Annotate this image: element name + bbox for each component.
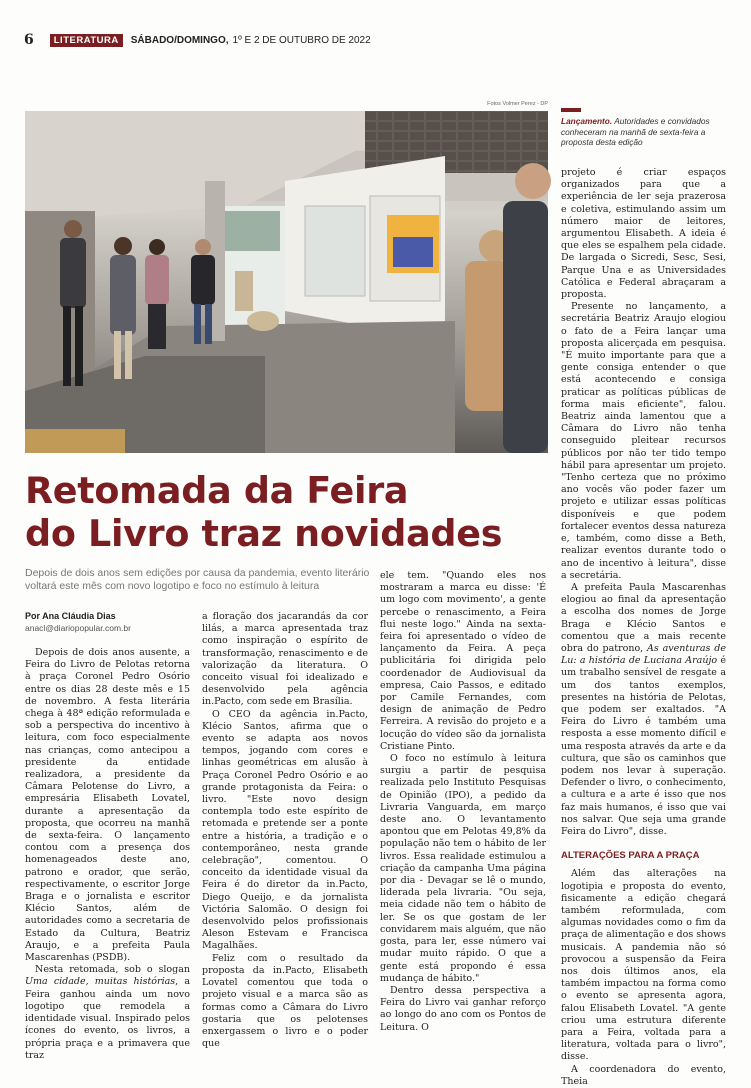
issue-day: SÁBADO/DOMINGO, [130,34,229,46]
paragraph: projeto é criar espaços organizados para que a experiência de ler seja prazerosa e coletiva, estimulando assim um número maior de leitores, argumentou Elisabeth. A ideia é que eles se espalhem pela cidade. De largada o Sicredi, Sesc, Sesi, Parque Una e as Universidades Católica e Federal abraçaram a proposta. [561,167,726,301]
decoration [247,311,279,331]
section-label: LITERATURA [50,34,123,47]
paragraph: A prefeita Paula Mascarenhas elogiou ao final da apresentação a escolha dos nomes de Jorge Braga e Klécio Santos e comentou que a mais recente obra do patrono, As aventuras de Lu: a história de Luciana Araújo é um trabalho sensível de resgate a um dos tantos exemplos, presentes na história de Pelotas, que podem ser exaltados. "A Feira do Livro é também uma resposta a esse momento difícil e uma resposta através da arte e da cultura, que são os caminhos que podem nos levar à superação. Defender o livro, o conhecimento, a cultura e a arte é isso que nos faz mais humanos, é isso que vai nos salvar. Que seja uma grande Feira do Livro", disse. [561,581,726,837]
glass-panel [305,206,365,296]
paragraph: Presente no lançamento, a secretária Beatriz Araujo elogiou o fato de a Feira lançar uma proposta alicerçada em pesquisa. "É muito importante para que a gente consiga entender o que está acontecendo e consiga praticar as políticas públicas de forma mais eficiente", falou. Beatriz ainda lamentou que a Câmara do Livro não tenha conseguido pleitear recursos públicos por não ter tido tempo hábil para apresentar um projeto. "Tenho certeza que no próximo ano vocês vão poder fazer um projeto e utilizar essas políticas disponíveis e que podem fortalecer eventos dessa natureza e, também, como disse a Beth, realizar eventos durante todo o ano de incentivo à leitura", disse a secretária. [561,301,726,581]
paragraph: Além das alterações na logotipia e proposta do evento, fisicamente a edição chegará também reformulada, com algumas novidades como o fim da praça de alimentação e dos shows musicais. A pandemia não só provocou a suspensão da Feira nos dois últimos anos, ela também impactou na forma como o evento se apresenta agora, falou Elisabeth Lovatel. "A gente criou uma estrutura diferente para a Feira, voltada para a literatura, voltada para o livro", disse. [561,868,726,1063]
event-photo [25,111,548,453]
article-column-2 [202,611,368,1050]
photo-caption [561,116,723,148]
headline-line-2: do Livro traz novidades [25,512,503,555]
issue-date: 1º E 2 DE OUTUBRO DE 2022 [232,34,371,46]
paragraph: Dentro dessa perspectiva a Feira do Livro vai ganhar reforço ao longo do ano com os Pontos de Leitura. O [380,984,546,1033]
slogan: Uma cidade, muitas histórias [25,976,176,988]
headline-line-1: Retomada da Feira [25,469,409,512]
article-column-4 [561,167,726,1087]
article-column-1 [25,647,190,1061]
byline-email[interactable]: anacl@diariopopular.com.br [25,623,131,633]
paragraph: Feliz com o resultado da proposta da in.Pacto, Elisabeth Lovatel comentou que toda o projeto visual e a marca são as formas como a Câmara do Livro gostaria que os pelotenses enxergassem o livro e o poder que [202,952,368,1050]
dek: Depois de dois anos sem edições por causa da pandemia, evento literário voltará este mês com novo logotipo e foco no estímulo à leitura [25,567,370,592]
caption-label: Lançamento. [561,116,613,126]
book-title: As aventuras de Lu: a história de Luciana Araújo [561,642,726,667]
stand [235,271,253,311]
person-6 [503,163,551,453]
paragraph: Depois de dois anos ausente, a Feira do Livro de Pelotas retorna à praça Coronel Pedro Osório entre os dias 28 deste mês e 15 de novembro. A festa literária chega à 48ª edição reformulada e sob a perspectiva do incentivo à leitura, com foco especialmente nas crianças, como antecipou a presidente da entidade realizadora, a presidente da Câmara Pelotense do Livro, a empresária Elisabeth Lovatel, durante a apresentação da proposta, que ocorreu na manhã de sexta-feira. O lançamento contou com a presença dos homenageados deste ano, patrono e orador, que serão, respectivamente, o escritor Jorge Braga e o jornalista e escritor Klécio Santos, além de autoridades como a secretaria de Estado da Cultura, Beatriz Araujo, e a prefeita Paula Mascarenhas (PSDB). [25,647,190,964]
paragraph: a floração dos jacarandás da cor lilás, a marca apresentada traz como inspiração o espírito de transformação, renascimento e de valorização da literatura. O conceito visual foi idealizado e desenvolvido pela agência in.Pacto, com sede em Brasília. [202,611,368,708]
page-number: 6 [24,32,34,48]
paragraph: Nesta retomada, sob o slogan Uma cidade, muitas histórias, a Feira ganhou ainda um novo logotipo que remodela a identidade visual. Inspirado pelos ícones do evento, os livros, a própria praça e a primavera que traz [25,964,190,1061]
subhead: ALTERAÇÕES PARA A PRAÇA [561,850,700,862]
paragraph: A coordenadora do evento, Theia [561,1063,726,1087]
caption-text: Autoridades e convidados conheceram na manhã de sexta-feira a proposta desta edição [561,116,710,147]
byline-author: Por Ana Cláudia Dias [25,611,116,621]
paragraph: O CEO da agência in.Pacto, Klécio Santos, afirma que o evento se adapta aos novos tempos, jogando com cores e linhas geométricas em alusão à Praça Coronel Pedro Osório e ao grande protagonista da Feira: o livro. "Este novo design contempla todo este espírito de retomada e pretende ser a ponte entre a história, a tradição e o contemporâneo, nesta grande celebração", comentou. O conceito da identidade visual da Feira é do diretor da in.Pacto, Diego Queijo, e da jornalista Victória Salomão. O design foi desenvolvido pelos profissionais Aleson Estevam e Francisca Magalhães. [202,708,368,952]
event-photo-illustration [25,111,548,453]
foreground-table [25,429,125,453]
page-header [24,33,371,47]
paragraph: ele tem. "Quando eles nos mostraram a marca eu disse: 'É um logo com movimento', a gente percebe o renascimento, a Feira flui neste logo." Ainda na sexta-feira foi apresentado o vídeo de lançamento da Feira. A peça publicitária foi dirigida pelo coordenador de Audiovisual da empresa, Caio Passos, e editado por Camile Fernandes, com design de animação de Pedro Ferreira. A revisão do projeto e a locução do vídeo são da jornalista Cristiane Pinto. [380,570,546,752]
person-3 [145,239,169,349]
article-column-3 [380,570,546,1033]
photo-credit: Fotos Volmer Perez - DP [487,101,548,107]
paragraph: O foco no estímulo à leitura surgiu a partir de pesquisa realizada pelo Instituto Pesquisas de Opinião (IPO), a pedido da Livraria Vanguarda, em março deste ano. O levantamento apontou que em Pelotas 49,8% da população não tem o hábito de ler livros. Essa realidade estimulou a criação da campanha Uma página por dia - Devagar se lê o mundo, liderada pela livraria. "Ou seja, meia cidade não tem o hábito de ler. Se os que gostam de ler convidarem mais alguém, que não gosta, para ler, esse número vai mudar muito rápido. O que a gente está propondo é essa mudança de hábito." [380,753,546,984]
caption-bar [561,108,581,112]
headline [25,469,555,555]
